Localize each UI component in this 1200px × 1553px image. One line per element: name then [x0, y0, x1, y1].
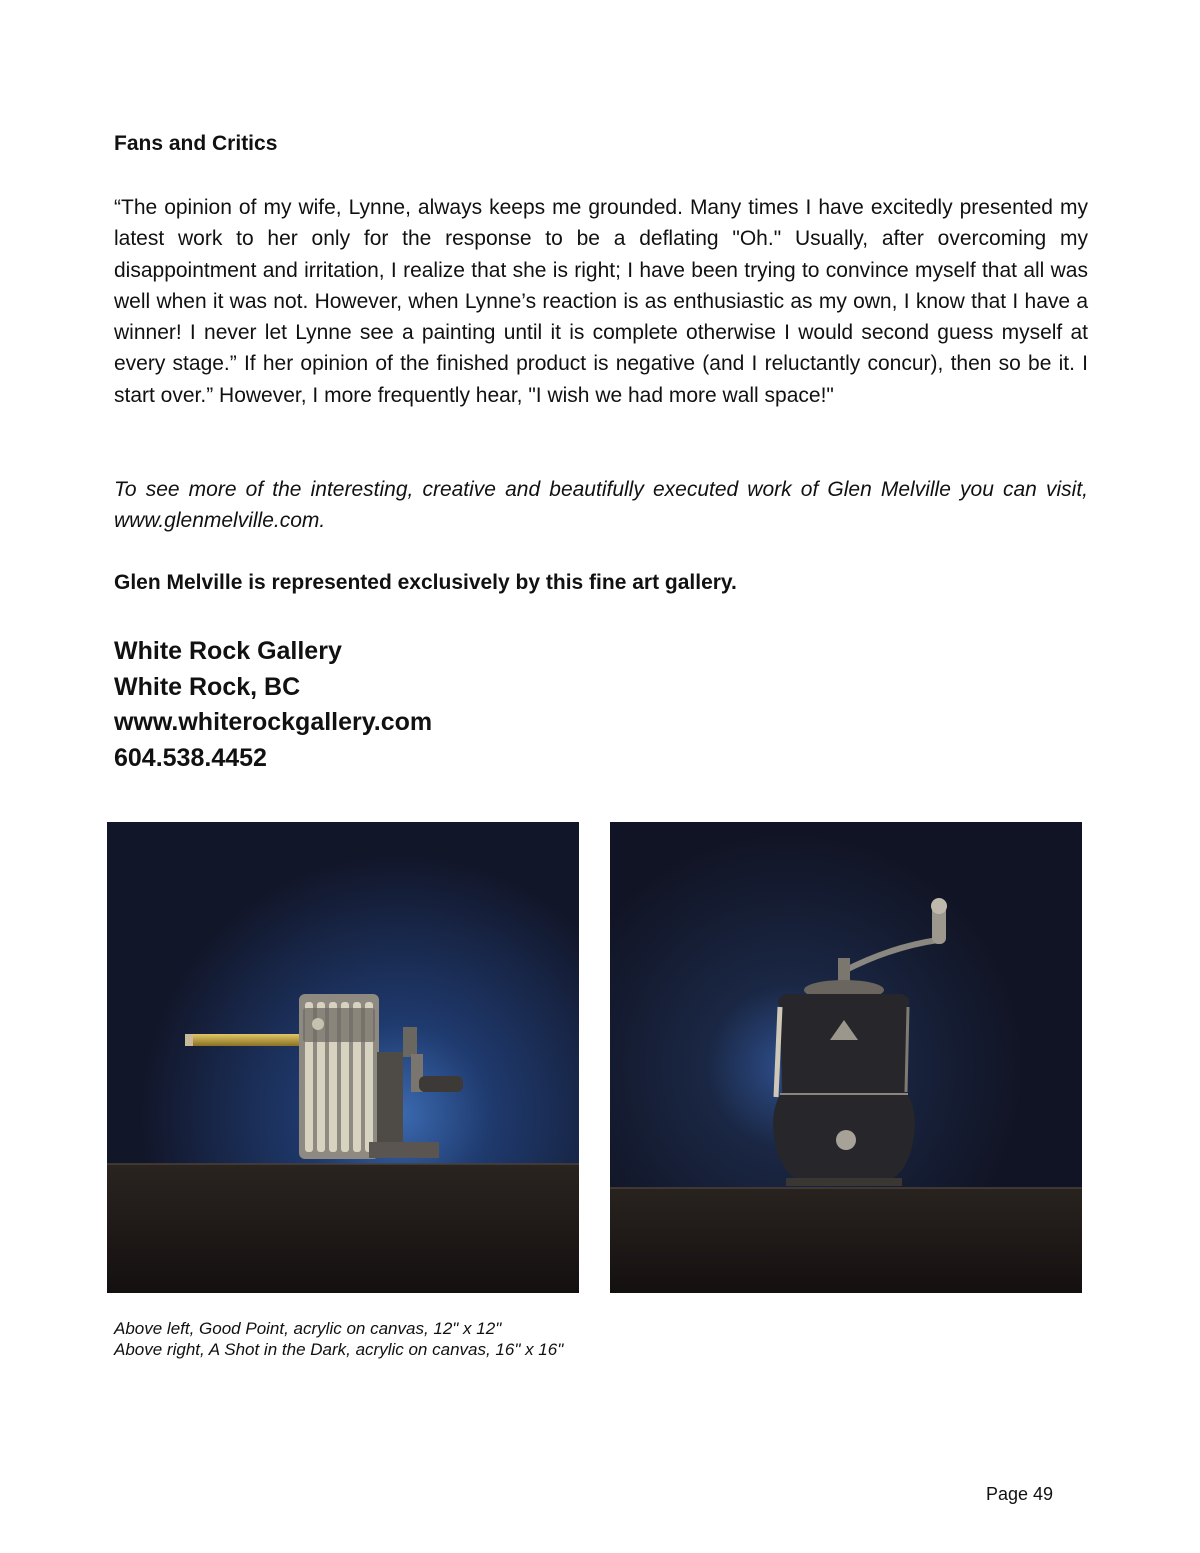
caption-right: Above right, A Shot in the Dark, acrylic on canvas, 16" x 16": [114, 1340, 564, 1359]
visit-note: To see more of the interesting, creative and beautifully executed work of Glen Melville you can visit, www.glenmelville.com.: [114, 478, 1088, 533]
painting-a-shot-in-the-dark-image: [610, 822, 1082, 1293]
painting-good-point-image: [107, 822, 579, 1293]
gallery-location: White Rock, BC: [114, 672, 301, 701]
gallery-name: White Rock Gallery: [114, 637, 342, 665]
image-captions: [114, 1318, 563, 1360]
page-number: Page 49: [986, 1484, 1054, 1504]
caption-left: Above left, Good Point, acrylic on canvas, 12" x 12": [114, 1319, 502, 1338]
representation-note: Glen Melville is represented exclusively by this fine art gallery.: [114, 571, 737, 594]
gallery-phone: 604.538.4452: [114, 743, 267, 772]
section-heading: Fans and Critics: [114, 132, 278, 155]
quote-paragraph: “The opinion of my wife, Lynne, always keeps me grounded. Many times I have excitedly presented my latest work to her only for the response to be a deflating "Oh." Usually, after overcoming my disappointment and irritation, I realize that she is right; I have been trying to convince myself that all was well when it was not. However, when Lynne’s reaction is as enthusiastic as my own, I know that I have a winner! I never let Lynne see a painting until it is complete otherwise I would second guess myself at every stage.” If her opinion of the finished product is negative (and I reluctantly concur), then so be it. I start over.” However, I more frequently hear, "I wish we had more wall space!": [114, 196, 1088, 407]
gallery-contact-block: [114, 634, 432, 776]
gallery-website: www.whiterockgallery.com: [114, 708, 433, 736]
